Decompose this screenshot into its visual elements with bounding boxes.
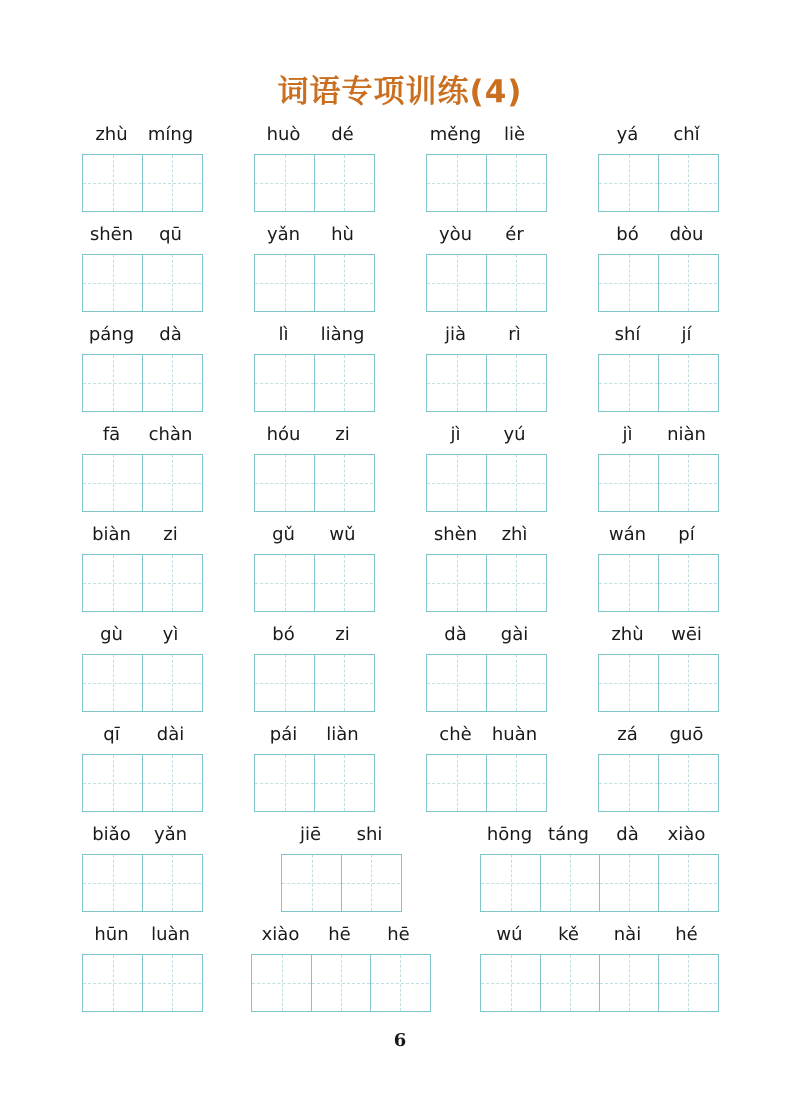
pinyin: jià (444, 324, 467, 345)
writing-boxes (598, 754, 719, 812)
character-box[interactable] (486, 655, 545, 711)
pinyin: gài (500, 624, 529, 645)
pinyin: dà (159, 324, 182, 345)
character-box[interactable] (255, 655, 314, 711)
pinyin: shí (614, 324, 641, 345)
pinyin: yá (616, 124, 639, 145)
pinyin: táng (548, 824, 589, 845)
writing-boxes (480, 854, 719, 912)
character-box[interactable] (142, 155, 201, 211)
character-box[interactable] (427, 455, 486, 511)
writing-boxes (426, 454, 547, 512)
pinyin: zi (163, 524, 178, 545)
writing-boxes (254, 454, 375, 512)
pinyin: pái (269, 724, 298, 745)
pinyin: liàng (320, 324, 365, 345)
pinyin: dà (444, 624, 467, 645)
character-box[interactable] (427, 355, 486, 411)
pinyin: páng (88, 324, 135, 345)
pinyin-row (82, 724, 200, 752)
character-box[interactable] (314, 255, 373, 311)
character-box[interactable] (658, 555, 717, 611)
character-box[interactable] (255, 555, 314, 611)
page-title: 词语专项训练(4) (277, 74, 523, 110)
writing-boxes (426, 754, 547, 812)
pinyin: zhù (611, 624, 644, 645)
character-box[interactable] (83, 255, 142, 311)
pinyin: dòu (669, 224, 704, 245)
character-box[interactable] (142, 755, 201, 811)
character-box[interactable] (427, 755, 486, 811)
character-box[interactable] (486, 255, 545, 311)
writing-boxes (82, 754, 203, 812)
pinyin: hōng (486, 824, 533, 845)
character-box[interactable] (370, 955, 429, 1011)
writing-boxes (254, 754, 375, 812)
pinyin: huàn (491, 724, 538, 745)
pinyin: wán (608, 524, 647, 545)
writing-boxes (251, 954, 431, 1012)
character-box[interactable] (255, 755, 314, 811)
pinyin-row (251, 924, 428, 952)
pinyin: guō (669, 724, 704, 745)
character-box[interactable] (341, 855, 400, 911)
pinyin: hóu (266, 424, 301, 445)
writing-boxes (82, 154, 203, 212)
character-box[interactable] (658, 355, 717, 411)
writing-boxes (254, 654, 375, 712)
character-box[interactable] (83, 355, 142, 411)
pinyin: jì (622, 424, 633, 445)
pinyin: chè (439, 724, 472, 745)
pinyin: shi (356, 824, 383, 845)
character-box[interactable] (540, 855, 599, 911)
pinyin: wēi (671, 624, 702, 645)
pinyin: jí (681, 324, 692, 345)
pinyin-row (598, 524, 716, 552)
character-box[interactable] (83, 855, 142, 911)
pinyin-row (82, 324, 200, 352)
pinyin-row (254, 524, 372, 552)
pinyin-row (254, 324, 372, 352)
character-box[interactable] (142, 855, 201, 911)
character-box[interactable] (599, 955, 658, 1011)
pinyin: huò (266, 124, 301, 145)
pinyin: gǔ (272, 524, 295, 545)
character-box[interactable] (83, 755, 142, 811)
pinyin: jì (450, 424, 461, 445)
character-box[interactable] (481, 855, 540, 911)
character-box[interactable] (282, 855, 341, 911)
pinyin: zhù (95, 124, 128, 145)
pinyin: jiē (299, 824, 322, 845)
writing-boxes (426, 354, 547, 412)
character-box[interactable] (599, 355, 658, 411)
character-box[interactable] (314, 455, 373, 511)
pinyin-row (480, 824, 716, 852)
writing-boxes (254, 354, 375, 412)
writing-boxes (426, 554, 547, 612)
character-box[interactable] (486, 355, 545, 411)
character-box[interactable] (486, 455, 545, 511)
character-box[interactable] (427, 655, 486, 711)
writing-boxes (254, 254, 375, 312)
pinyin: měng (429, 124, 482, 145)
pinyin: yǎn (266, 224, 301, 245)
pinyin: yú (503, 424, 526, 445)
character-box[interactable] (599, 755, 658, 811)
writing-boxes (598, 554, 719, 612)
pinyin: hē (328, 924, 351, 945)
character-box[interactable] (486, 755, 545, 811)
pinyin-row (426, 524, 544, 552)
writing-boxes (480, 954, 719, 1012)
character-box[interactable] (255, 355, 314, 411)
pinyin-row (254, 424, 372, 452)
pinyin: liàn (326, 724, 359, 745)
pinyin: yòu (438, 224, 473, 245)
character-box[interactable] (83, 155, 142, 211)
pinyin: zi (335, 424, 350, 445)
character-box[interactable] (83, 655, 142, 711)
character-box[interactable] (142, 655, 201, 711)
writing-boxes (598, 254, 719, 312)
character-box[interactable] (658, 855, 717, 911)
pinyin-row (598, 124, 716, 152)
character-box[interactable] (314, 655, 373, 711)
character-box[interactable] (255, 155, 314, 211)
character-box[interactable] (314, 555, 373, 611)
pinyin-row (598, 724, 716, 752)
pinyin: fā (102, 424, 121, 445)
character-box[interactable] (83, 555, 142, 611)
pinyin: lì (278, 324, 289, 345)
pinyin: shēn (89, 224, 134, 245)
pinyin-row (82, 824, 200, 852)
character-box[interactable] (142, 555, 201, 611)
character-box[interactable] (311, 955, 370, 1011)
character-box[interactable] (599, 855, 658, 911)
pinyin: yì (162, 624, 179, 645)
pinyin-row (598, 624, 716, 652)
writing-boxes (426, 154, 547, 212)
character-box[interactable] (142, 255, 201, 311)
character-box[interactable] (658, 955, 717, 1011)
pinyin-row (82, 524, 200, 552)
character-box[interactable] (540, 955, 599, 1011)
character-box[interactable] (658, 455, 717, 511)
pinyin-row (82, 124, 200, 152)
pinyin: bó (272, 624, 295, 645)
writing-boxes (598, 454, 719, 512)
pinyin: hé (675, 924, 698, 945)
character-box[interactable] (142, 355, 201, 411)
pinyin-row (82, 224, 200, 252)
pinyin: chǐ (673, 124, 700, 145)
pinyin: ér (505, 224, 524, 245)
pinyin: qī (103, 724, 120, 745)
character-box[interactable] (83, 955, 142, 1011)
pinyin-row (426, 624, 544, 652)
writing-boxes (82, 554, 203, 612)
character-box[interactable] (427, 555, 486, 611)
character-box[interactable] (658, 655, 717, 711)
pinyin-row (82, 624, 200, 652)
pinyin: xiào (261, 924, 300, 945)
pinyin: chàn (148, 424, 193, 445)
character-box[interactable] (255, 455, 314, 511)
character-box[interactable] (142, 955, 201, 1011)
pinyin-row (598, 224, 716, 252)
pinyin-row (426, 424, 544, 452)
character-box[interactable] (599, 155, 658, 211)
character-box[interactable] (255, 255, 314, 311)
pinyin-row (254, 224, 372, 252)
pinyin: zi (335, 624, 350, 645)
pinyin: dé (331, 124, 354, 145)
character-box[interactable] (427, 255, 486, 311)
writing-boxes (426, 254, 547, 312)
character-box[interactable] (658, 755, 717, 811)
writing-boxes (254, 554, 375, 612)
writing-boxes (82, 254, 203, 312)
pinyin: kě (558, 924, 579, 945)
character-box[interactable] (486, 555, 545, 611)
character-box[interactable] (427, 155, 486, 211)
pinyin-row (254, 724, 372, 752)
writing-boxes (598, 154, 719, 212)
writing-boxes (82, 854, 203, 912)
pinyin: hù (331, 224, 354, 245)
character-box[interactable] (599, 655, 658, 711)
character-box[interactable] (314, 155, 373, 211)
pinyin-row (480, 924, 716, 952)
writing-boxes (426, 654, 547, 712)
pinyin: dài (156, 724, 185, 745)
character-box[interactable] (314, 755, 373, 811)
pinyin: niàn (667, 424, 706, 445)
character-box[interactable] (481, 955, 540, 1011)
pinyin: luàn (151, 924, 190, 945)
pinyin: rì (508, 324, 521, 345)
pinyin-row (426, 724, 544, 752)
pinyin-row (281, 824, 399, 852)
pinyin: zhì (501, 524, 528, 545)
character-box[interactable] (599, 255, 658, 311)
pinyin: wǔ (329, 524, 356, 545)
pinyin: zá (617, 724, 638, 745)
pinyin-row (426, 124, 544, 152)
pinyin: biàn (92, 524, 131, 545)
character-box[interactable] (252, 955, 311, 1011)
pinyin: nài (613, 924, 642, 945)
writing-boxes (82, 454, 203, 512)
pinyin-row (254, 124, 372, 152)
writing-boxes (82, 954, 203, 1012)
pinyin-row (82, 924, 200, 952)
pinyin: gù (100, 624, 123, 645)
character-box[interactable] (599, 555, 658, 611)
pinyin: bó (616, 224, 639, 245)
character-box[interactable] (142, 455, 201, 511)
pinyin: xiào (667, 824, 706, 845)
character-box[interactable] (486, 155, 545, 211)
pinyin: hūn (94, 924, 129, 945)
pinyin: shèn (433, 524, 478, 545)
character-box[interactable] (658, 155, 717, 211)
writing-boxes (281, 854, 402, 912)
character-box[interactable] (83, 455, 142, 511)
page-number: 6 (393, 1030, 407, 1051)
pinyin-row (82, 424, 200, 452)
character-box[interactable] (658, 255, 717, 311)
pinyin: yǎn (153, 824, 188, 845)
pinyin: míng (147, 124, 194, 145)
pinyin: liè (503, 124, 526, 145)
pinyin-row (426, 224, 544, 252)
writing-boxes (254, 154, 375, 212)
writing-boxes (598, 654, 719, 712)
pinyin: pí (678, 524, 695, 545)
character-box[interactable] (599, 455, 658, 511)
writing-boxes (82, 654, 203, 712)
writing-boxes (82, 354, 203, 412)
pinyin-row (598, 324, 716, 352)
pinyin: hē (387, 924, 410, 945)
pinyin: dà (616, 824, 639, 845)
pinyin: wú (496, 924, 523, 945)
writing-boxes (598, 354, 719, 412)
pinyin-row (254, 624, 372, 652)
pinyin-row (598, 424, 716, 452)
pinyin: biǎo (92, 824, 131, 845)
pinyin-row (426, 324, 544, 352)
pinyin: qū (159, 224, 182, 245)
character-box[interactable] (314, 355, 373, 411)
